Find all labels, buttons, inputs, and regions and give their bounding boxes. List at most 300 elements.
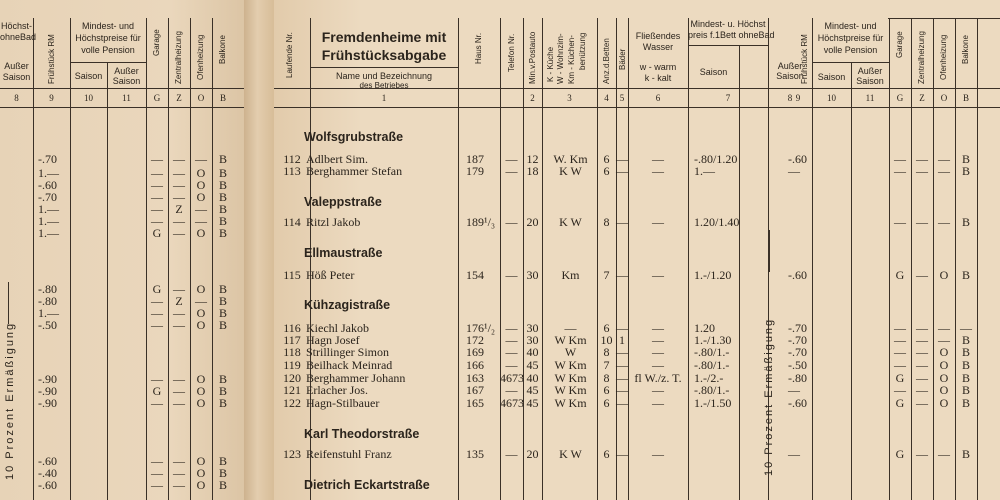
title-subrule [310, 67, 458, 68]
zentralheizung-value: — [173, 152, 185, 166]
col-number: 9 [49, 93, 54, 103]
ausser-col-header-l1: Außer [114, 66, 139, 76]
garage-value: — [894, 152, 906, 166]
laufende-nr-value: 123 [283, 447, 301, 461]
ofenheizung-value: — [938, 152, 950, 166]
col-number: 1 [381, 93, 387, 103]
laufende-nr-value: 120 [283, 371, 301, 385]
baeder-value: — [616, 358, 628, 372]
haus-nr-value: 163 [466, 371, 484, 385]
column-rule [33, 18, 34, 500]
name-header-l2: des Betriebes [359, 81, 409, 90]
fruehstueck-value: -.70 [788, 345, 807, 359]
fruehstueck-value: -.80 [788, 371, 807, 385]
fruehstueck-value: 1.— [38, 226, 59, 240]
bett-preis-value: 1.20 [694, 321, 715, 335]
baeder-value: — [616, 371, 628, 385]
zentralheizung-value: — [173, 396, 185, 410]
col-number: G [896, 93, 904, 103]
telefon-value: 4673 [500, 371, 524, 385]
balkone-value: B [218, 478, 227, 492]
zentralheizung-value: — [173, 178, 185, 192]
betten-count: 6 [603, 396, 610, 410]
telefon-value: 4673 [500, 396, 524, 410]
telefon-value: — [505, 268, 518, 282]
telefon-nr-header: Telefon Nr. [507, 33, 516, 72]
telefon-value: — [505, 333, 518, 347]
wasser-value: — [652, 345, 664, 359]
garage-value: G [895, 396, 905, 410]
zentralheizung-value: — [173, 190, 185, 204]
postauto-minutes: 20 [526, 215, 539, 229]
ohne-bad-header: ohneBad [0, 32, 37, 42]
column-rule [628, 18, 629, 500]
betrieb-name: Kiechl Jakob [306, 321, 369, 335]
betrieb-name: Beilhack Meinrad [306, 358, 393, 372]
zentralheizung-value: — [173, 282, 185, 296]
column-rule [688, 18, 689, 500]
bett-preis-value: -.80/1.- [694, 345, 730, 359]
laufende-nr-value: 119 [283, 358, 301, 372]
col-number: 11 [865, 93, 875, 103]
bett-preis-value: 1.-/1.20 [694, 268, 732, 282]
betrieb-name: Adlbert Sim. [306, 152, 368, 166]
balkone-value: B [218, 226, 227, 240]
kueche-value: W [564, 345, 577, 359]
postauto-minutes: 40 [526, 345, 539, 359]
garage-value: G [152, 282, 162, 296]
street-heading: Karl Theodorstraße [304, 427, 420, 441]
laufende-nr-value: 122 [283, 396, 301, 410]
pension-subrule [70, 62, 146, 63]
haus-nr-header: Haus Nr. [474, 32, 483, 64]
garage-value: G [152, 384, 162, 398]
kueche-value: W Km [554, 383, 587, 397]
laufende-nr-value: 121 [283, 383, 301, 397]
bett-saison-header: Saison [699, 67, 728, 77]
zentralheizung-value: — [916, 321, 928, 335]
fruehstueck-value: -.50 [788, 358, 807, 372]
vertical-note: 10 Prozent Ermäßigung [4, 321, 16, 480]
balkone-value: B [961, 371, 970, 385]
col-number: 10 [827, 93, 836, 103]
wasser-value: — [652, 164, 664, 178]
telefon-value: — [505, 215, 518, 229]
ofenheizung-value: — [195, 214, 207, 228]
col-number: B [962, 93, 969, 103]
betten-count: 6 [603, 321, 610, 335]
saison-col-header: Saison [74, 71, 103, 81]
bett-preis-value: 1.-/1.50 [694, 396, 732, 410]
haus-nr-value: 165 [466, 396, 484, 410]
ofenheizung-value: — [938, 215, 950, 229]
ofenheizung-value: O [196, 372, 206, 386]
column-rule [107, 62, 108, 500]
kueche-header-l4: benützung [578, 32, 587, 70]
garage-value: G [895, 371, 905, 385]
kueche-header-l3: Km - Küchen- [567, 35, 576, 84]
col-number: 8 [787, 93, 793, 103]
column-rule [911, 18, 912, 500]
garage-value: — [151, 372, 163, 386]
balkone-value: B [961, 383, 970, 397]
laufende-nr-value: 114 [283, 215, 301, 229]
zentralheizung-value: — [173, 478, 185, 492]
garage-value: — [151, 306, 163, 320]
ofenheizung-value: O [196, 226, 206, 240]
column-rule [812, 18, 813, 500]
zentralheizung-value: — [173, 166, 185, 180]
balkone-value: B [961, 333, 970, 347]
fruehstueck-value: -.40 [38, 466, 57, 480]
zentralheizung-value: — [916, 333, 928, 347]
balkone-value: B [218, 384, 227, 398]
betten-count: 7 [603, 268, 610, 282]
haus-nr-value: 179 [466, 164, 484, 178]
col-number: O [940, 93, 948, 103]
kueche-value: K W [559, 164, 582, 178]
haus-nr-value: 166 [466, 358, 484, 372]
ofenheizung-value: O [196, 282, 206, 296]
col-number: 5 [619, 93, 625, 103]
bett-preis-value: -.80/1.- [694, 358, 730, 372]
garage-header: Garage [152, 29, 161, 56]
betrieb-name: Höß Peter [306, 268, 355, 282]
bett-preis-value: 1.— [694, 164, 715, 178]
zentralheizung-value: — [173, 384, 185, 398]
balkone-value: B [218, 454, 227, 468]
zentralheizung-value: — [916, 268, 928, 282]
column-rule [933, 18, 934, 500]
vertical-note-line [769, 230, 770, 272]
wasser-header-l3: w - warm [639, 62, 677, 72]
haus-nr-value: 172 [466, 333, 484, 347]
balkone-value: B [218, 396, 227, 410]
balkone-value: B [218, 178, 227, 192]
ofenheizung-value: O [196, 396, 206, 410]
garage-value: — [894, 321, 906, 335]
kueche-value: K W [559, 215, 582, 229]
col-number: 10 [84, 93, 93, 103]
ofenheizung-value: O [196, 384, 206, 398]
betrieb-name: Berghammer Stefan [306, 164, 403, 178]
wasser-header-l4: k - kalt [644, 73, 672, 83]
fruehstueck-value: -.70 [788, 333, 807, 347]
telefon-value: — [505, 358, 518, 372]
garage-value: — [151, 454, 163, 468]
fruehstueck-value: -.80 [38, 282, 57, 296]
zentralheizung-value: — [916, 396, 928, 410]
bett-preis-value: 1.-/2.- [694, 371, 724, 385]
garage-value: — [151, 190, 163, 204]
wasser-value: — [652, 215, 664, 229]
ofenheizung-value: O [939, 358, 949, 372]
ausser-header-l2: Saison [776, 71, 804, 81]
ofenheizung-value: O [939, 371, 949, 385]
zentralheizung-value: — [916, 371, 928, 385]
wasser-header-l2: Wasser [642, 42, 674, 52]
balkone-value: B [218, 306, 227, 320]
pension-ausser-header-l1: Außer [857, 66, 883, 76]
balkone-value: B [218, 318, 227, 332]
balkone-value: B [961, 164, 970, 178]
ausser-header: Außer [4, 61, 29, 71]
haus-nr-value: 154 [466, 268, 484, 282]
ofenheizung-value: O [196, 190, 206, 204]
postauto-minutes: 30 [526, 268, 539, 282]
garage-header: Garage [895, 31, 904, 58]
fruehstueck-header: Frühstück RM [800, 34, 809, 84]
colnum-rule [0, 107, 244, 108]
column-rule [977, 18, 978, 500]
fruehstueck-value: 1.— [38, 202, 59, 216]
column-rule [889, 18, 890, 500]
garage-value: — [151, 478, 163, 492]
balkone-value: B [218, 282, 227, 296]
ofenheizung-value: O [939, 383, 949, 397]
balkone-header: Balkone [961, 35, 970, 64]
top-rule-right [888, 18, 1000, 19]
zentralheizung-value: — [173, 372, 185, 386]
kueche-value: W Km [554, 371, 587, 385]
col-number: 2 [530, 93, 535, 103]
baeder-value: — [616, 164, 628, 178]
pension-header-l2: Höchstpreise für [75, 33, 141, 43]
zentralheizung-value: — [916, 358, 928, 372]
pension-header-l3: volle Pension [823, 45, 878, 55]
betten-count: 6 [603, 383, 610, 397]
pension-header-l1: Mindest- und [81, 21, 135, 31]
min-postauto-header: Min.v.Postauto [528, 31, 537, 84]
balkone-value: B [961, 447, 970, 461]
telefon-value: — [505, 164, 518, 178]
name-header-l1: Name und Bezeichnung [335, 71, 433, 81]
garage-value: — [151, 166, 163, 180]
kueche-value: W Km [554, 396, 587, 410]
ofenheizung-value: O [196, 178, 206, 192]
fruehstueck-value: -.60 [38, 178, 57, 192]
wasser-value: — [652, 383, 664, 397]
fruehstueck-value: -.80 [38, 294, 57, 308]
balkone-value: B [961, 345, 970, 359]
balkone-value: B [961, 268, 970, 282]
ofenheizung-value: O [196, 166, 206, 180]
fruehstueck-value: -.60 [788, 268, 807, 282]
col-number: 8 [14, 93, 19, 103]
telefon-value: — [505, 383, 518, 397]
baeder-value: — [616, 447, 628, 461]
postauto-minutes: 45 [526, 358, 539, 372]
balkone-value: B [218, 202, 227, 216]
zentralheizung-value: — [916, 345, 928, 359]
baeder-value: — [616, 321, 628, 335]
ofenheizung-value: O [196, 478, 206, 492]
ausser-col-header-l2: Saison [112, 76, 141, 86]
fruehstueck-value: -.60 [788, 152, 807, 166]
col-number: B [219, 93, 226, 103]
bett-preis-value: 1.-/1.30 [694, 333, 732, 347]
balkone-value: B [218, 294, 227, 308]
col-number: 3 [567, 93, 572, 103]
column-rule [146, 18, 147, 500]
haus-nr-value: 187 [466, 152, 484, 166]
ofenheizung-value: — [195, 202, 207, 216]
zentralheizung-value: Z [175, 202, 183, 216]
fruehstueck-value: -.60 [38, 478, 57, 492]
baeder-value: — [616, 152, 628, 166]
betten-count: 6 [603, 152, 610, 166]
fruehstueck-value: -.60 [38, 454, 57, 468]
betrieb-name: Hagn Josef [306, 333, 360, 347]
haus-nr-value: 167 [466, 383, 484, 397]
fruehstueck-value: — [788, 164, 800, 178]
ofenheizung-value: O [196, 318, 206, 332]
wasser-value: — [652, 447, 664, 461]
betrieb-name: Ritzl Jakob [306, 215, 361, 229]
street-heading: Valeppstraße [304, 195, 382, 209]
laufende-nr-value: 115 [283, 268, 301, 282]
col-number: Z [919, 93, 925, 103]
column-rule [500, 18, 501, 500]
balkone-value: B [961, 396, 970, 410]
pension-header-l3: volle Pension [81, 45, 135, 55]
garage-value: — [894, 383, 906, 397]
fruehstueck-value: -.90 [38, 396, 57, 410]
kueche-value: W. Km [553, 152, 588, 166]
book-gutter [244, 0, 274, 500]
betten-count: 8 [603, 345, 610, 359]
zentralheizung-value: — [173, 466, 185, 480]
fruehstueck-value: -.70 [38, 190, 57, 204]
zentralheizung-value: — [916, 383, 928, 397]
zentralheizung-value: Z [175, 294, 183, 308]
street-heading: Dietrich Eckartstraße [304, 478, 430, 492]
fruehstueck-value: 1.— [38, 306, 59, 320]
ofenheizung-value: O [939, 345, 949, 359]
ofenheizung-value: — [195, 294, 207, 308]
left-page [0, 0, 244, 500]
betten-count: 6 [603, 164, 610, 178]
saison-header: Saison [2, 72, 31, 82]
ofenheizung-value: — [195, 152, 207, 166]
balkone-value: B [218, 190, 227, 204]
postauto-minutes: 12 [526, 152, 539, 166]
pension-header-l2: Höchstpreise für [817, 33, 884, 43]
garage-value: — [151, 178, 163, 192]
col-number: 4 [604, 93, 609, 103]
column-rule [168, 18, 169, 500]
haus-nr-value: 169 [466, 345, 484, 359]
bett-preis-value: -.80/1.20 [694, 152, 738, 166]
bett-header-l1: Mindest- u. Höchst [690, 19, 766, 29]
pension-header-l1: Mindest- und [824, 21, 877, 31]
pension-ausser-header-l2: Saison [856, 76, 884, 86]
ofenheizung-header: Ofenheizung [196, 34, 205, 80]
laufende-nr-value: 112 [283, 152, 301, 166]
wasser-value: — [652, 358, 664, 372]
laufende-nr-value: 118 [283, 345, 301, 359]
ofenheizung-value: — [938, 321, 950, 335]
ofenheizung-value: — [938, 333, 950, 347]
haus-nr-value: 135 [466, 447, 484, 461]
baeder-value: — [616, 215, 628, 229]
baeder-value: 1 [619, 333, 625, 347]
fruehstueck-value: -.60 [788, 396, 807, 410]
baeder-value: — [616, 268, 628, 282]
bett-subrule [688, 45, 768, 46]
zentralheizung-value: — [916, 447, 928, 461]
postauto-minutes: 18 [526, 164, 539, 178]
ofenheizung-value: O [939, 396, 949, 410]
kueche-value: W Km [554, 358, 587, 372]
kueche-value: Km [561, 268, 580, 282]
ausser-header-l1: Außer [777, 61, 803, 71]
bett-preis-value: -.80/1.- [694, 383, 730, 397]
zentralheizung-value: — [916, 152, 928, 166]
laufende-nr-header: Laufende Nr. [285, 32, 294, 78]
balkone-value: — [960, 321, 972, 335]
ofenheizung-value: O [196, 454, 206, 468]
telefon-value: — [505, 345, 518, 359]
column-rule [616, 18, 617, 500]
balkone-value: B [961, 215, 970, 229]
column-rule [955, 18, 956, 500]
garage-value: G [152, 226, 162, 240]
postauto-minutes: 40 [526, 371, 539, 385]
balkone-value: B [218, 152, 227, 166]
wasser-header-l1: Fließendes [635, 31, 681, 41]
ofenheizung-value: O [196, 466, 206, 480]
garage-value: G [895, 447, 905, 461]
garage-value: — [151, 318, 163, 332]
fruehstueck-header: Frühstück RM [47, 34, 56, 84]
zentralheizung-header: Zentralheizung [917, 31, 926, 84]
column-rule [542, 18, 543, 500]
garage-value: — [151, 396, 163, 410]
garage-value: — [151, 214, 163, 228]
baeder-value: — [616, 396, 628, 410]
postauto-minutes: 45 [526, 383, 539, 397]
fruehstueck-value: -.90 [38, 384, 57, 398]
telefon-value: — [505, 447, 518, 461]
column-rule [70, 18, 71, 500]
kueche-value: — [564, 321, 577, 335]
right-page [274, 0, 1000, 500]
betrieb-name: Reifenstuhl Franz [306, 447, 392, 461]
betrieb-name: Erlacher Jos. [306, 383, 368, 397]
fruehstueck-value: -.70 [38, 152, 57, 166]
fruehstueck-value: -.70 [788, 321, 807, 335]
column-rule [190, 18, 191, 500]
haus-nr-value: 189¹/₃ [466, 215, 496, 229]
balkone-value: B [218, 372, 227, 386]
postauto-minutes: 45 [526, 396, 539, 410]
street-heading: Kühzagistraße [304, 298, 391, 312]
betrieb-name: Berghammer Johann [306, 371, 406, 385]
betten-count: 6 [603, 447, 610, 461]
garage-value: — [894, 345, 906, 359]
ofenheizung-value: — [938, 447, 950, 461]
ofenheizung-value: O [196, 306, 206, 320]
col-number: 11 [122, 93, 131, 103]
balkone-header: Balkone [218, 35, 227, 64]
ofenheizung-header: Ofenheizung [939, 34, 948, 80]
garage-value: — [151, 294, 163, 308]
zentralheizung-value: — [173, 306, 185, 320]
col-number: 6 [655, 93, 661, 103]
vertical-note-line [8, 282, 9, 324]
pension-saison-header: Saison [817, 72, 846, 82]
